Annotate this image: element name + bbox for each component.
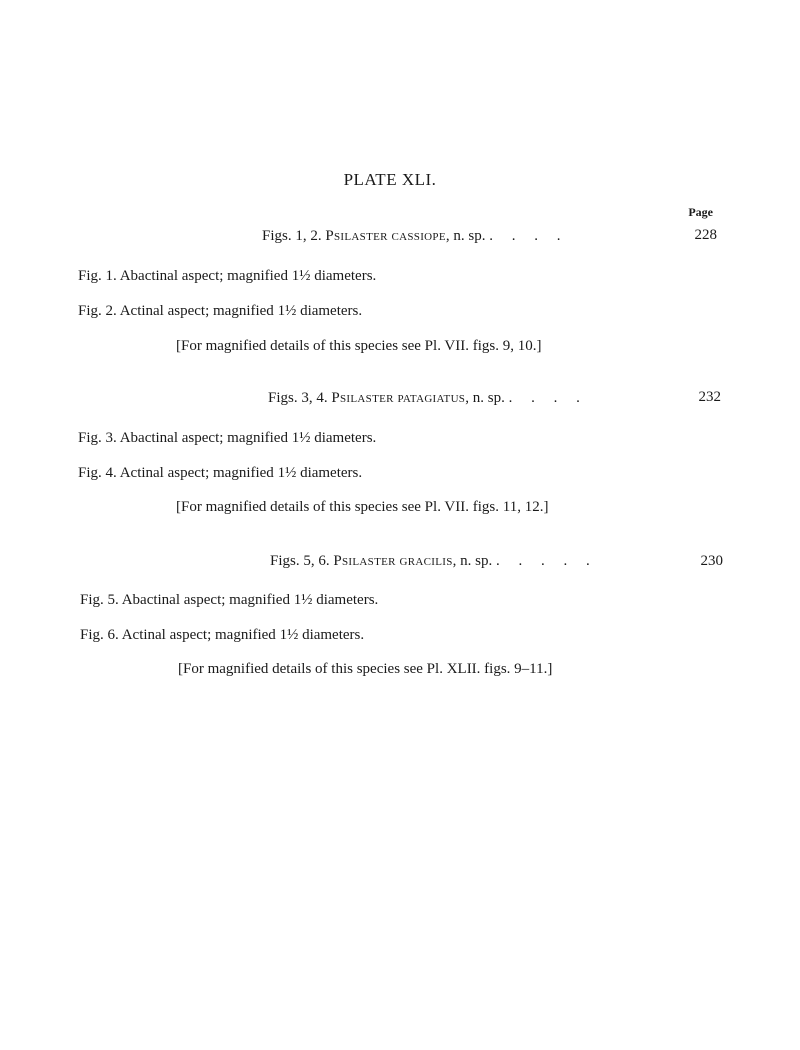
page-number: 230 <box>700 553 723 569</box>
caption-text: Abactinal aspect; magnified <box>121 592 294 608</box>
details-reference: [For magnified details of this species see Pl. VII. figs. 11, 12.] <box>176 499 549 515</box>
figure-label: Fig. 5. <box>80 592 119 608</box>
figure-caption <box>78 430 376 447</box>
caption-text: Actinal aspect; magnified <box>119 303 278 319</box>
page-number: 232 <box>698 389 721 405</box>
caption-tail: diameters. <box>310 268 377 284</box>
species-heading <box>268 390 580 407</box>
figure-label: Fig. 2. <box>78 303 117 319</box>
caption-tail: diameters. <box>296 465 363 481</box>
dot-leader: . . . . . <box>495 553 590 569</box>
species-epithet: patagiatus <box>397 390 466 406</box>
species-genus: Psilaster <box>331 390 394 406</box>
figs-label: Figs. 3, 4. <box>268 390 328 406</box>
figure-caption <box>78 303 362 320</box>
species-heading <box>262 228 560 245</box>
magnification: 1½ <box>291 430 311 446</box>
figure-caption <box>78 268 376 285</box>
species-epithet: gracilis <box>399 553 453 569</box>
magnification: 1½ <box>277 465 297 481</box>
details-reference: [For magnified details of this species see Pl. VII. figs. 9, 10.] <box>176 338 542 354</box>
caption-tail: diameters. <box>310 430 377 446</box>
magnification: 1½ <box>293 592 313 608</box>
figure-label: Fig. 4. <box>78 465 117 481</box>
caption-text: Abactinal aspect; magnified <box>119 268 292 284</box>
caption-text: Actinal aspect; magnified <box>119 465 278 481</box>
figs-label: Figs. 1, 2. <box>262 228 322 244</box>
magnification: 1½ <box>277 303 297 319</box>
details-reference: [For magnified details of this species see Pl. XLII. figs. 9–11.] <box>178 661 553 677</box>
species-genus: Psilaster <box>325 228 388 244</box>
caption-tail: diameters. <box>298 627 365 643</box>
caption-tail: diameters. <box>296 303 363 319</box>
species-suffix: , n. sp. <box>465 390 505 406</box>
dot-leader: . . . . <box>489 228 561 244</box>
figure-label: Fig. 3. <box>78 430 117 446</box>
species-suffix: , n. sp. <box>445 228 486 244</box>
figure-label: Fig. 6. <box>80 627 119 643</box>
species-genus: Psilaster <box>333 553 396 569</box>
plate-title: PLATE XLI. <box>343 170 437 189</box>
figure-caption <box>80 627 364 644</box>
caption-tail: diameters. <box>312 592 379 608</box>
species-epithet: cassiope <box>391 228 446 244</box>
caption-text: Abactinal aspect; magnified <box>119 430 292 446</box>
page-column-header: Page <box>688 205 713 219</box>
species-heading <box>270 553 590 570</box>
figs-label: Figs. 5, 6. <box>270 553 330 569</box>
figure-caption <box>78 465 362 482</box>
caption-text: Actinal aspect; magnified <box>121 627 280 643</box>
figure-caption <box>80 592 378 609</box>
figure-label: Fig. 1. <box>78 268 117 284</box>
species-suffix: , n. sp. <box>452 553 493 569</box>
dot-leader: . . . . <box>508 390 580 406</box>
magnification: 1½ <box>291 268 311 284</box>
magnification: 1½ <box>279 627 299 643</box>
page-number: 228 <box>694 227 717 243</box>
